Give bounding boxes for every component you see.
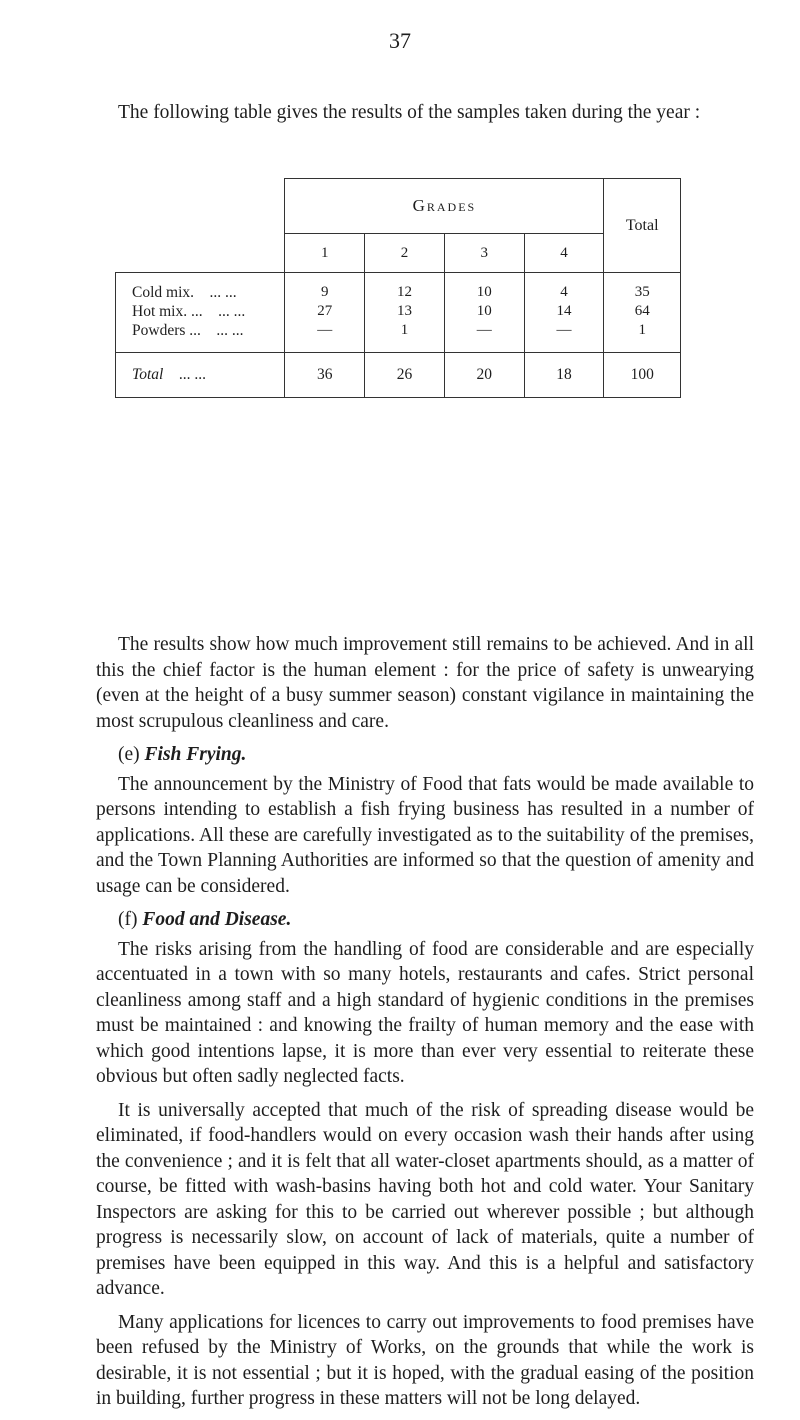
cell-total: 35 — [604, 273, 681, 303]
intro-paragraph: The following table gives the results of the samples taken during the year : — [118, 102, 701, 123]
cell-value: — — [285, 321, 365, 353]
paragraph-hand-washing: It is universally accepted that much of the risk of spreading disease would be eliminated, if food-handlers would on every occasion wash their hands after using the convenience ; and it is felt that all water-closet apartments should, as a matter of course, be fitted with wash-basins having both hot and cold water. Your Sanitary Inspectors are asking for this to be carried out wherever possible ; but although progress is necessarily slow, on account of lack of materials, quite a number of premises have been equipped in this way. And this is a helpful and satisfactory advance. — [96, 1099, 754, 1299]
row-label-powders: Powders ... ... ... — [116, 321, 285, 353]
cell-value: — — [444, 321, 524, 353]
table-row-hot-mix — [116, 302, 681, 321]
total-header: Total — [604, 179, 681, 273]
section-heading-food-disease — [96, 907, 754, 933]
grade-4-header: 4 — [524, 234, 604, 273]
heading-number: (e) — [118, 744, 140, 765]
row-label-cold-mix: Cold mix. ... ... — [116, 273, 285, 303]
table-row-cold-mix — [116, 273, 681, 303]
grades-header: Grades — [285, 179, 604, 234]
page-number: 37 — [389, 28, 411, 53]
cell-value: 10 — [444, 273, 524, 303]
grade-3-header: 3 — [444, 234, 524, 273]
cell-total: 1 — [604, 321, 681, 353]
paragraph-results: The results show how much improvement still remains to be achieved. And in all this the chief factor is the human element : for the price of safety is unwearying (even at the height of a busy summer season) constant vigilance in maintaining the most scrupulous cleanliness and care. — [96, 634, 754, 732]
heading-title: Food and Disease. — [142, 909, 292, 930]
cell-value: 9 — [285, 273, 365, 303]
body-text-block — [96, 632, 754, 1420]
sample-results-table — [115, 178, 681, 398]
paragraph-licences: Many applications for licences to carry out improvements to food premises have been refused by the Ministry of Works, on the grounds that while the work is desirable, it is not essential ; but it is hoped, with the gradual easing of the position in building, further progress in these matters will not be long delayed. — [96, 1311, 754, 1409]
cell-value: 12 — [365, 273, 445, 303]
cell-value: 14 — [524, 302, 604, 321]
table-row-powders — [116, 321, 681, 353]
section-heading-fish-frying — [96, 742, 754, 768]
table-row-total — [116, 353, 681, 398]
intro-text-block — [96, 100, 754, 126]
grade-2-header: 2 — [365, 234, 445, 273]
cell-value: 10 — [444, 302, 524, 321]
table-header-row — [116, 179, 681, 234]
blank-header-cell — [116, 179, 285, 273]
cell-value: 27 — [285, 302, 365, 321]
heading-number: (f) — [118, 909, 138, 930]
paragraph-fish-frying: The announcement by the Ministry of Food that fats would be made available to persons intending to establish a fish frying business has resulted in a number of applications. All these are carefully investigated as to the suitability of the premises, and the Town Planning Authorities are informed so that the question of amenity and usage can be considered. — [96, 773, 754, 897]
paragraph-food-risks: The risks arising from the handling of food are considerable and are especially accentuated in a town with so many hotels, restaurants and cafes. Strict personal cleanliness among staff and a high standard of hygienic conditions in the premises must be maintained : and knowing the frailty of human memory and the ease with which good intentions lapse, it is more than ever very essential to reiterate these obvious but often sadly neglected facts. — [96, 938, 754, 1087]
cell-value: 20 — [444, 353, 524, 398]
cell-total: 100 — [604, 353, 681, 398]
cell-value: 1 — [365, 321, 445, 353]
cell-value: 26 — [365, 353, 445, 398]
row-label-hot-mix: Hot mix. ... ... ... — [116, 302, 285, 321]
row-label-total: Total ... ... — [116, 353, 285, 398]
grade-1-header: 1 — [285, 234, 365, 273]
heading-title: Fish Frying. — [144, 744, 247, 765]
cell-total: 64 — [604, 302, 681, 321]
cell-value: 36 — [285, 353, 365, 398]
cell-value: 18 — [524, 353, 604, 398]
cell-value: — — [524, 321, 604, 353]
cell-value: 4 — [524, 273, 604, 303]
cell-value: 13 — [365, 302, 445, 321]
